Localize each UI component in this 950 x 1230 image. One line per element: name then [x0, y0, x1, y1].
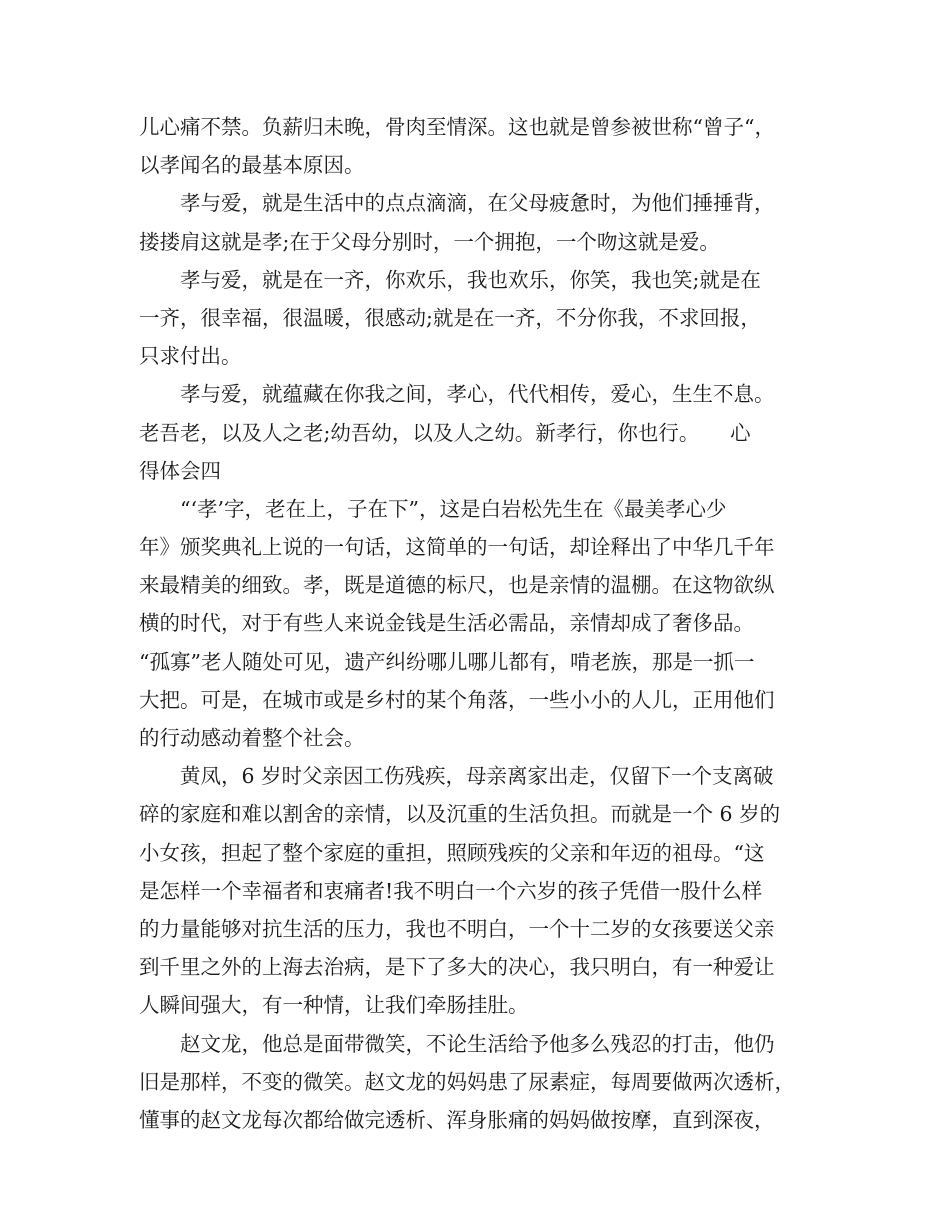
text-line: 老吾老，以及人之老;幼吾幼，以及人之幼。新孝行，你也行。 心	[139, 420, 751, 445]
text-line: 是怎样一个幸福者和衷痛者!我不明白一个六岁的孩子凭借一股什么样	[139, 878, 763, 903]
text-line: 孝与爱，就是在一齐，你欢乐，我也欢乐，你笑，我也笑;就是在	[180, 267, 761, 292]
text-line: 横的时代，对于有些人来说金钱是生活必需品，亲情却成了奢侈品。	[139, 611, 754, 636]
text-line: 小女孩，担起了整个家庭的重担，照顾残疾的父亲和年迈的祖母。“这	[139, 840, 765, 865]
text-line: 的行动感动着整个社会。	[139, 726, 365, 750]
text-line: “孤寡”老人随处可见，遗产纠纷哪儿哪儿都有，啃老族，那是一抓一	[139, 649, 755, 674]
text-line: 人瞬间强大，有一种情，让我们牵肠挂肚。	[139, 993, 529, 1018]
text-line: 的力量能够对抗生活的压力，我也不明白，一个十二岁的女孩要送父亲	[139, 916, 775, 941]
text-line: 孝与爱，就蕴藏在你我之间，孝心，代代相传，爱心，生生不息。	[180, 382, 775, 407]
text-line: 旧是那样，不变的微笑。赵文龙的妈妈患了尿素症，每周要做两次透析，	[139, 1069, 795, 1094]
text-line: 懂事的赵文龙每次都给做完透析、浑身胀痛的妈妈做按摩，直到深夜，	[139, 1107, 775, 1132]
text-line: 一齐，很幸福，很温暖，很感动;就是在一齐，不分你我，不求回报，	[139, 305, 761, 330]
text-line: 赵文龙，他总是面带微笑，不论生活给予他多么残忍的打击，他仍	[180, 1031, 775, 1056]
text-line: 以孝闻名的最基本原因。	[139, 153, 365, 178]
text-line: “‘孝’字，老在上，子在下”，这是白岩松先生在《最美孝心少	[180, 496, 727, 521]
text-line: 搂搂肩这就是孝;在于父母分别时，一个拥抱，一个吻这就是爱。	[139, 229, 720, 254]
text-line: 只求付出。	[139, 344, 242, 369]
text-line: 大把。可是，在城市或是乡村的某个角落，一些小小的人儿，正用他们	[139, 687, 775, 712]
text-line: 年》颁奖典礼上说的一句话，这简单的一句话，却诠释出了中华几千年	[139, 535, 775, 560]
text-line: 孝与爱，就是生活中的点点滴滴，在父母疲惫时，为他们捶捶背，	[180, 191, 775, 216]
text-line: 到千里之外的上海去治病，是下了多大的决心，我只明白，有一种爱让	[139, 955, 775, 980]
text-line: 儿心痛不禁。负薪归未晚，骨肉至情深。这也就是曾参被世称“曾子“，	[139, 115, 775, 139]
text-line: 得体会四	[139, 458, 221, 483]
text-line: 来最精美的细致。孝，既是道德的标尺，也是亲情的温棚。在这物欲纵	[139, 573, 775, 598]
text-line: 碎的家庭和难以割舍的亲情，以及沉重的生活负担。而就是一个 6 岁的	[139, 802, 781, 827]
text-line: 黄凤，6 岁时父亲因工伤残疾，母亲离家出走，仅留下一个支离破	[180, 764, 774, 789]
body-text	[139, 108, 811, 1139]
